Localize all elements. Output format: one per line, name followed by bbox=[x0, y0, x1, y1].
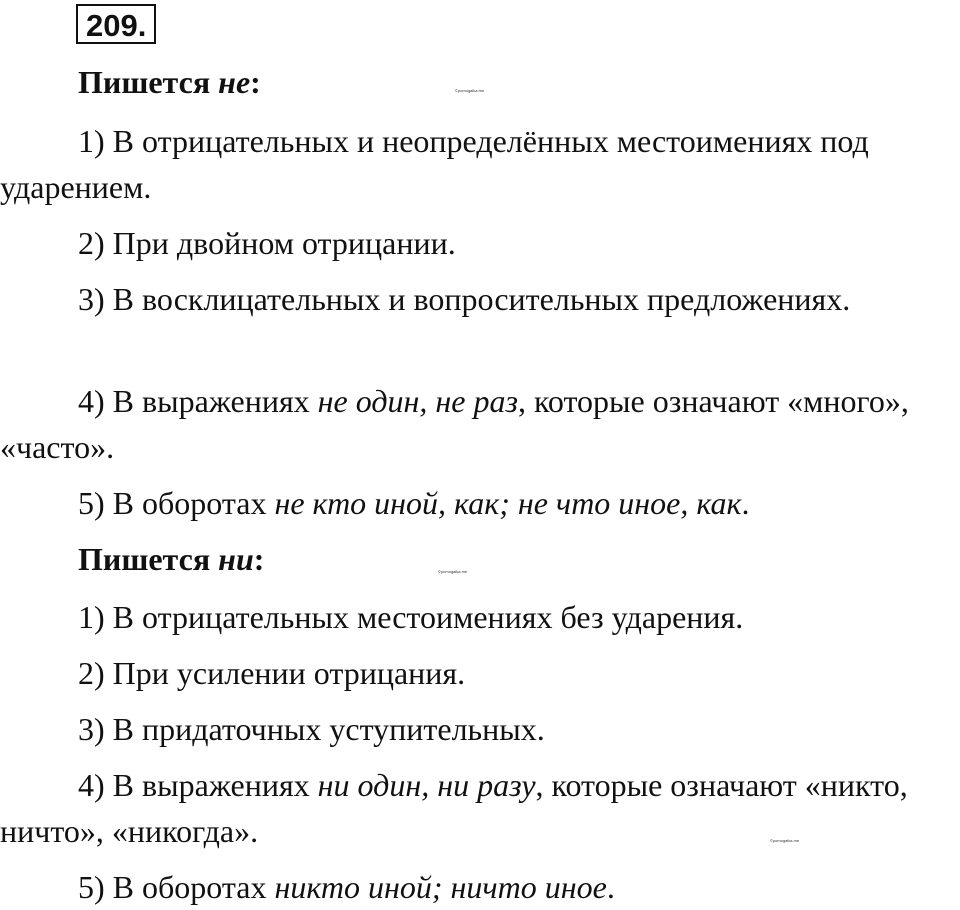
ne-rule-5 bbox=[0, 480, 958, 526]
ni-rule-5-pre: 5) В оборотах bbox=[78, 869, 275, 905]
watermark: ©pomogalka.me bbox=[438, 569, 468, 574]
ne-rule-3: 3) В восклицательных и вопросительных предложениях. bbox=[78, 281, 851, 317]
ni-rule-3: 3) В придаточных уступительных. bbox=[78, 711, 545, 747]
ne-rule-4-pre: 4) В выражениях bbox=[78, 383, 318, 419]
ni-rule-5-post: . bbox=[606, 869, 615, 905]
heading-ni-prefix: Пишется bbox=[78, 541, 219, 577]
ni-rule-5-example: никто иной; ничто иное bbox=[274, 869, 607, 905]
task-number: 209. bbox=[76, 4, 156, 44]
watermark: ©pomogalka.me bbox=[455, 88, 485, 93]
heading-ne-suffix: : bbox=[250, 64, 261, 100]
ni-rule-5 bbox=[0, 864, 958, 910]
ne-rule-5-post: . bbox=[741, 485, 750, 521]
watermark: ©pomogalka.me bbox=[770, 838, 800, 843]
ne-rule-2: 2) При двойном отрицании. bbox=[78, 225, 456, 261]
ne-rule-5-example: не кто иной, как; не что иное, как bbox=[274, 485, 742, 521]
ne-rule-4 bbox=[0, 378, 958, 470]
ni-rule-4-example: ни один, ни разу bbox=[317, 767, 536, 803]
heading-ne-word: не bbox=[218, 64, 251, 100]
heading-ne-prefix: Пишется bbox=[78, 64, 219, 100]
ne-rule-4-example: не один, не раз bbox=[317, 383, 518, 419]
ne-rule-5-pre: 5) В оборотах bbox=[78, 485, 275, 521]
heading-ne bbox=[78, 62, 261, 102]
ni-rule-2: 2) При усилении отрицания. bbox=[78, 655, 466, 691]
heading-ni bbox=[78, 539, 264, 579]
heading-ni-word: ни bbox=[218, 541, 254, 577]
ni-rule-4-post: , которые означают «никто, ничто», «никогда». bbox=[0, 767, 908, 849]
ni-rule-4-pre: 4) В выражениях bbox=[78, 767, 318, 803]
ni-rule-1: 1) В отрицательных местоимениях без ударения. bbox=[78, 599, 744, 635]
ne-rule-4-post: , которые означают «много», «часто». bbox=[0, 383, 909, 465]
ne-rule-1: 1) В отрицательных и неопределённых местоимениях под ударением. bbox=[0, 123, 869, 205]
ni-rule-4 bbox=[0, 762, 958, 854]
heading-ni-suffix: : bbox=[253, 541, 265, 577]
